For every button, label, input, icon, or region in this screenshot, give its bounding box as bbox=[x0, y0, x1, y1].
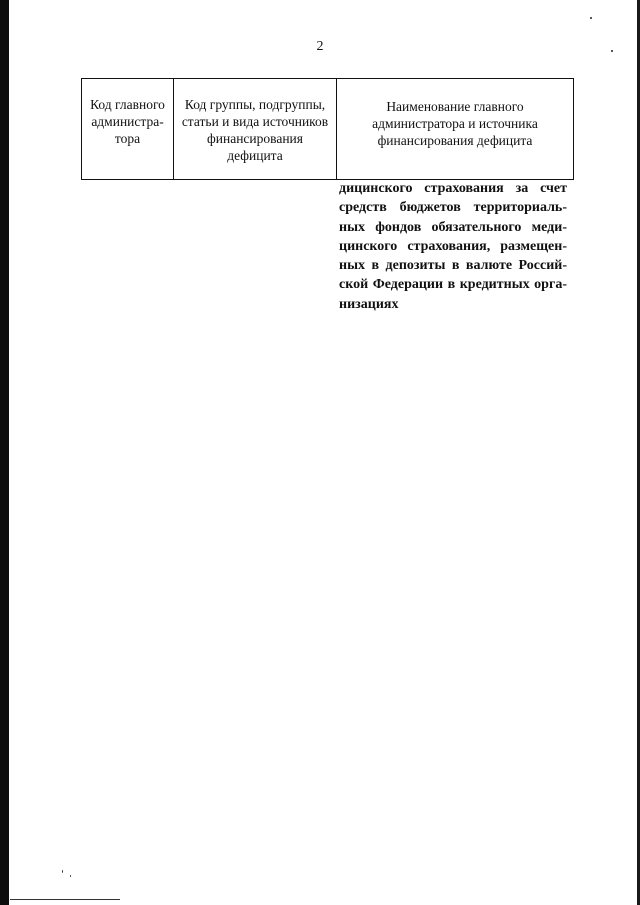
scan-speck bbox=[70, 875, 71, 877]
text-line: ской Федерации в кредитных орга- bbox=[339, 277, 567, 293]
header-admin-code: Код главного администра- тора bbox=[82, 79, 174, 180]
header-source-name: Наименование главного администратора и источника финансирования дефицита bbox=[337, 79, 574, 180]
continued-source-name bbox=[339, 179, 567, 314]
text-line: низациях bbox=[339, 296, 399, 312]
text-line: ных фондов обязательного меди- bbox=[339, 219, 567, 235]
scan-speck bbox=[62, 870, 63, 873]
page-number: 2 bbox=[316, 39, 324, 54]
text-line: ных в депозиты в валюте Россий- bbox=[339, 258, 567, 274]
text-line: средств бюджетов территориаль- bbox=[339, 200, 567, 216]
table-header-row bbox=[82, 79, 574, 180]
text-line: дицинского страхования за счет bbox=[339, 181, 567, 196]
scan-edge-left bbox=[0, 0, 9, 905]
header-source-code: Код группы, подгруппы, статьи и вида источников финансирования дефицита bbox=[174, 79, 337, 180]
scan-bottom-line bbox=[10, 899, 120, 900]
scan-speck bbox=[590, 17, 592, 19]
table-header bbox=[81, 78, 574, 180]
text-line: цинского страхования, размещен- bbox=[339, 238, 567, 254]
